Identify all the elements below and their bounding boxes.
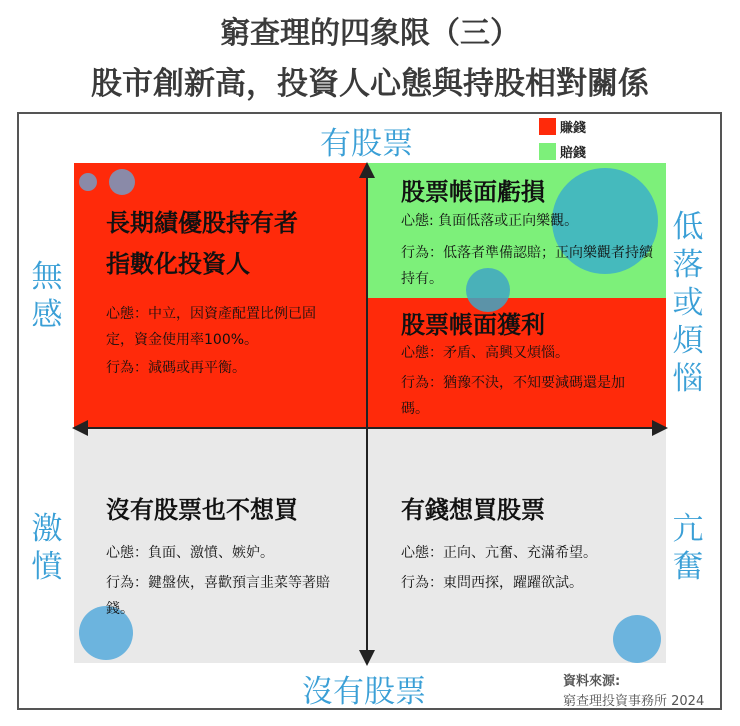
legend-item-loss	[539, 142, 586, 161]
trg-mind: 心態：矛盾、高興又煩惱。	[401, 345, 569, 361]
source-text: 窮查理投資事務所 2024	[563, 694, 705, 709]
title-line-2: 股市創新高，投資人心態與持股相對關係	[91, 66, 649, 102]
legend-label: 賺錢	[560, 121, 587, 136]
legend-label: 賠錢	[560, 146, 587, 161]
bl-action: 行為：鍵盤俠，喜歡預言韭菜等著賠錢。	[106, 575, 330, 617]
tl-title-2: 指數化投資人	[106, 250, 250, 278]
axis-label-bottom: 沒有股票	[302, 674, 426, 710]
axis-label-right-bottom: 亢奮	[672, 511, 704, 585]
title-line-1: 窮查理的四象限（三）	[220, 16, 520, 51]
trg-action: 行為：猶豫不決，不知要減碼還是加碼。	[401, 375, 625, 417]
legend-item-gain	[539, 117, 586, 136]
br-action: 行為：東問西探，躍躍欲試。	[401, 575, 583, 591]
trg-title: 股票帳面獲利	[401, 311, 545, 339]
legend	[539, 117, 586, 161]
tl-action: 行為：減碼或再平衡。	[106, 360, 246, 376]
legend-swatch	[539, 118, 556, 135]
trl-mind: 心態: 負面低落或正向樂觀。	[401, 213, 579, 229]
axis-label-left-bottom: 激憤	[31, 511, 63, 585]
bl-mind: 心態：負面、激憤、嫉妒。	[106, 545, 274, 561]
tl-title-1: 長期績優股持有者	[106, 209, 298, 237]
br-title: 有錢想買股票	[401, 496, 545, 524]
axis-label-top: 有股票	[320, 126, 413, 162]
trl-title: 股票帳面虧損	[401, 178, 545, 206]
bl-title: 沒有股票也不想買	[106, 496, 298, 524]
trl-action: 行為：低落者準備認賠；正向樂觀者持續持有。	[401, 245, 653, 287]
axis-label-right-top: 低落或煩惱	[672, 209, 704, 397]
legend-swatch	[539, 143, 556, 160]
tl-mind: 心態：中立，因資產配置比例已固定，資金使用率100%。	[106, 306, 316, 348]
br-mind: 心態：正向、亢奮、充滿希望。	[401, 545, 597, 561]
source-label: 資料來源:	[563, 674, 621, 689]
axis-label-left-top: 無感	[31, 259, 63, 333]
